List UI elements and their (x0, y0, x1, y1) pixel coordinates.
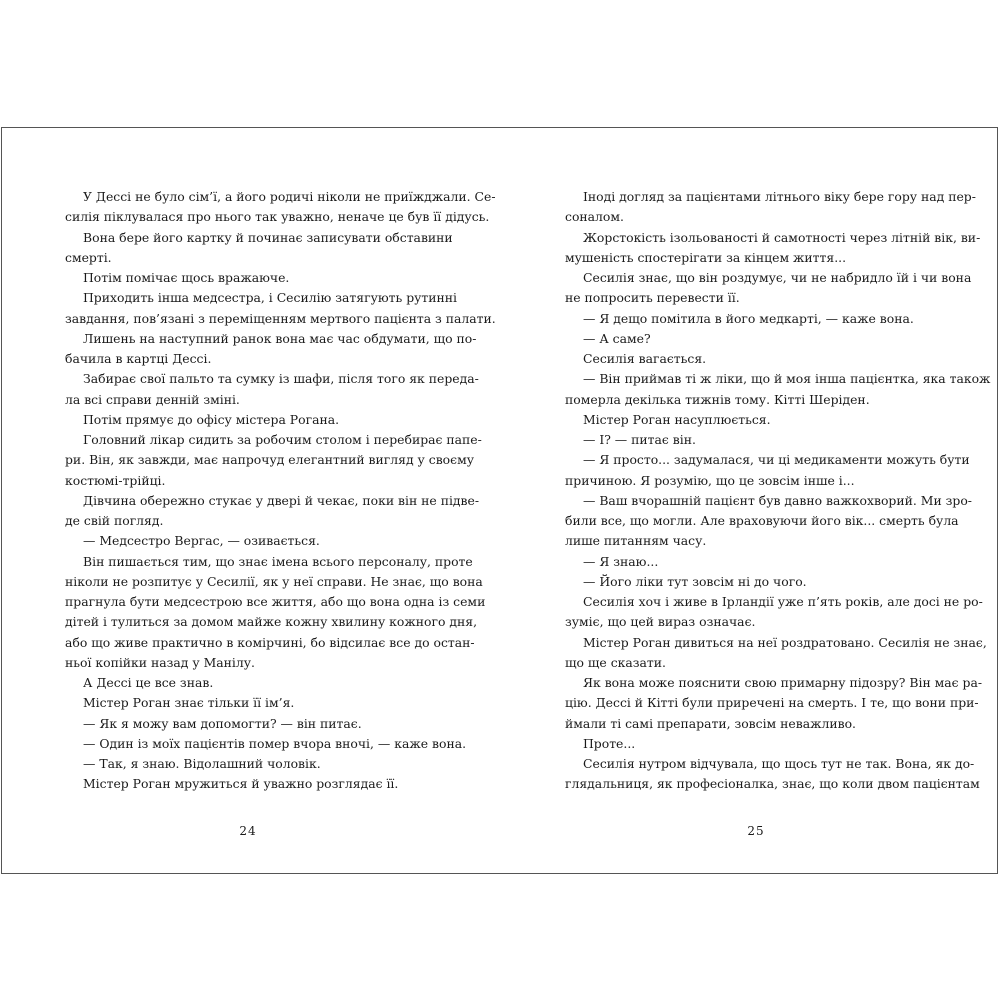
text-line: Лишень на наступний ранок вона має час обдумати, що по- (83, 330, 477, 346)
text-line: Потім прямує до офісу містера Рогана. (83, 411, 340, 427)
text-line: — Ваш вчорашній пацієнт був давно важкохворий. Ми зро- (583, 492, 972, 508)
text-line: силія піклувалася про нього так уважно, неначе це був її дідусь. (65, 209, 490, 225)
text-line: Сесилія хоч і живе в Ірландії уже п’ять років, але досі не ро- (583, 594, 983, 609)
text-line: ла всі справи денній зміні. (65, 391, 240, 407)
text-line: цію. Дессі й Кітті були приречені на смерть. І те, що вони при- (565, 695, 979, 711)
text-line: прагнула бути медсестрою все життя, або що вона одна із семи (65, 594, 486, 609)
text-line: — Я знаю... (583, 553, 659, 569)
text-line: ніколи не розпитує у Сесилії, як у неї справи. Не знає, що вона (65, 573, 483, 589)
text-line: — Як я можу вам допомогти? — він питає. (83, 715, 362, 731)
text-line: — Медсестро Вергас, — озивається. (83, 533, 320, 549)
text-line: зуміє, що цей вираз означає. (565, 614, 756, 630)
left-page-text (65, 187, 496, 795)
text-line: — А саме? (583, 330, 651, 346)
text-line: Забирає свої пальто та сумку із шафи, після того як переда- (83, 371, 479, 387)
text-line: не попросить перевести її. (565, 290, 740, 306)
text-line: — І? — питає він. (583, 432, 696, 447)
text-line: — Він приймав ті ж ліки, що й моя інша пацієнтка, яка також (583, 371, 991, 387)
text-line: — Я дещо помітила в його медкарті, — каже вона. (583, 310, 914, 326)
text-line: завдання, пов’язані з переміщенням мертвого пацієнта з палати. (65, 310, 496, 326)
text-line: Як вона може пояснити свою примарну підозру? Він має ра- (583, 675, 983, 690)
text-line: лише питанням часу. (565, 533, 707, 549)
text-line: Містер Роган насуплюється. (583, 411, 771, 427)
text-line: Дівчина обережно стукає у двері й чекає, поки він не підве- (83, 492, 480, 508)
text-line: Містер Роган знає тільки її ім’я. (83, 695, 295, 711)
text-line: ймали ті самі препарати, зовсім неважливо. (565, 715, 856, 731)
text-line: Містер Роган мружиться й уважно розглядає її. (83, 776, 399, 792)
right-page-text (565, 187, 991, 795)
text-line: ри. Він, як завжди, має напрочуд елегантний вигляд у своєму (65, 452, 474, 468)
text-line: Потім помічає щось вражаюче. (83, 270, 290, 285)
text-line: причиною. Я розумію, що це зовсім інше і... (565, 472, 855, 488)
text-line: бачила в картці Дессі. (65, 351, 212, 366)
text-line: А Дессі це все знав. (83, 675, 214, 690)
text-line: Сесилія вагається. (583, 351, 707, 366)
text-line: Він пишається тим, що знає імена всього персоналу, проте (83, 553, 473, 569)
text-line: що ще сказати. (565, 654, 666, 670)
text-line: соналом. (565, 209, 624, 225)
text-line: померла декілька тижнів тому. Кітті Шеріден. (565, 391, 870, 407)
book-spread (1, 127, 998, 874)
text-line: мушеність спостерігати за кінцем життя... (565, 249, 847, 265)
text-line: дітей і тулиться за домом майже кожну хвилину кожного дня, (65, 614, 478, 630)
text-line: били все, що могли. Але враховуючи його вік... смерть була (565, 513, 959, 528)
left-page-number: 24 (239, 824, 257, 838)
text-line: смерті. (65, 249, 112, 265)
text-line: У Дессі не було сім’ї, а його родичі ніколи не приїжджали. Се- (83, 189, 496, 204)
text-line: Вона бере його картку й починає записувати обставини (83, 229, 453, 245)
text-line: глядальниця, як професіоналка, знає, що коли двом пацієнтам (565, 776, 980, 792)
text-line: — Так, я знаю. Відолашний чоловік. (83, 756, 321, 771)
text-line: Сесилія знає, що він роздумує, чи не набридло їй і чи вона (583, 270, 972, 285)
right-page-number: 25 (747, 824, 765, 838)
text-line: ньої копійки назад у Манілу. (65, 654, 255, 670)
text-line: Жорстокість ізольованості й самотності через літній вік, ви- (583, 229, 981, 245)
text-line: де свій погляд. (65, 513, 164, 528)
text-line: — Я просто... задумалася, чи ці медикаменти можуть бути (583, 452, 970, 468)
text-line: Приходить інша медсестра, і Сесилію затягують рутинні (83, 290, 458, 306)
text-line: Містер Роган дивиться на неї роздратовано. Сесилія не знає, (583, 634, 987, 650)
text-line: костюмі-трійці. (65, 472, 166, 488)
text-line: або що живе практично в комірчині, бо відсилає все до остан- (65, 634, 475, 650)
text-line: Іноді догляд за пацієнтами літнього віку бере гору над пер- (583, 189, 976, 204)
text-line: Сесилія нутром відчувала, що щось тут не так. Вона, як до- (583, 756, 975, 771)
text-line: Проте... (583, 735, 636, 751)
text-line: — Один із моїх пацієнтів помер вчора вночі, — каже вона. (83, 735, 467, 751)
text-line: — Його ліки тут зовсім ні до чого. (583, 573, 807, 589)
text-line: Головний лікар сидить за робочим столом і перебирає папе- (83, 432, 482, 447)
